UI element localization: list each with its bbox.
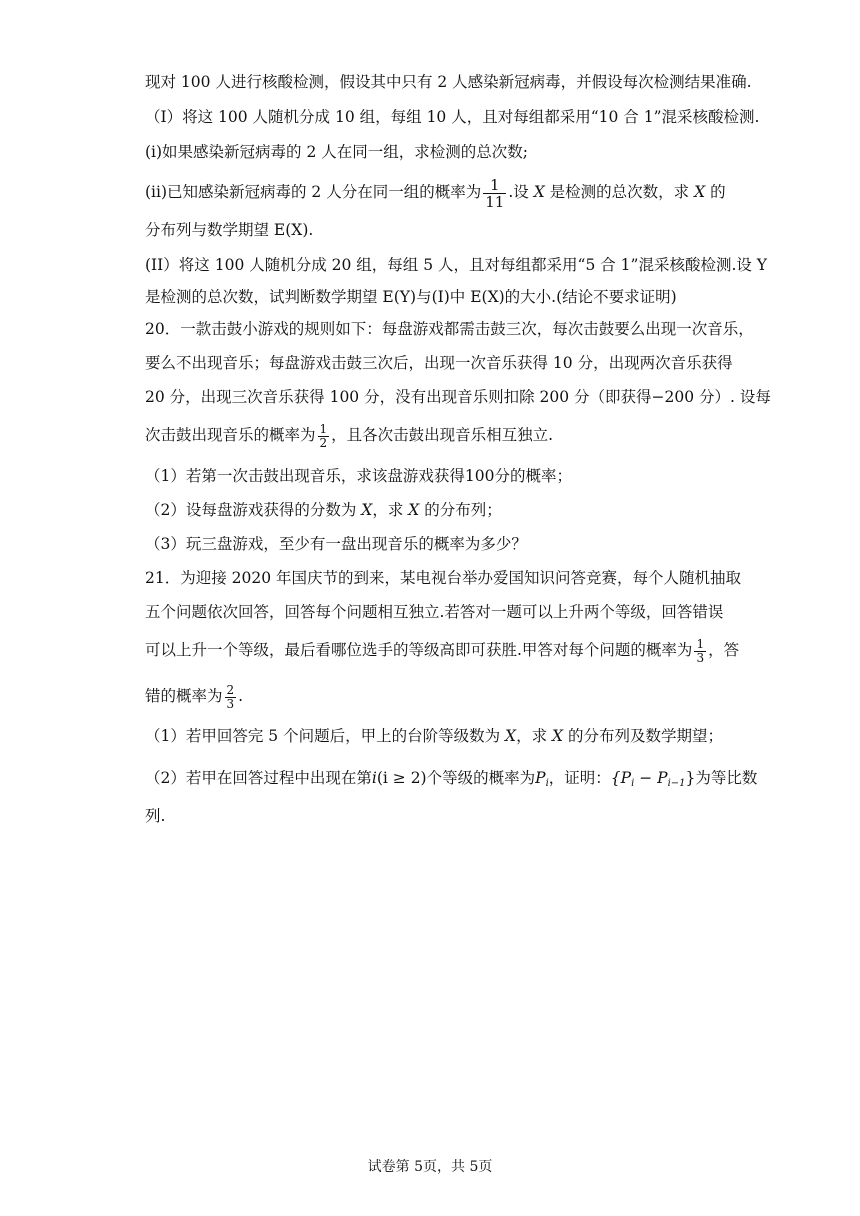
page-footer: 试卷第 5页，共 5页: [367, 1159, 493, 1175]
math-variable: X: [361, 501, 373, 519]
fraction-denominator: 3: [696, 650, 705, 665]
fraction: [225, 684, 237, 711]
text-segment: 错的概率为: [145, 687, 223, 705]
fraction-numerator: 1: [696, 636, 705, 651]
text-line: 21．为迎接 2020 年国庆节的到来，某电视台举办爱国知识问答竞赛，每个人随机抽取: [145, 569, 742, 587]
text-segment: .: [238, 687, 244, 705]
math-variable: X: [408, 501, 420, 519]
math-variable: X: [533, 183, 545, 201]
text-segment: 的: [705, 183, 726, 201]
fraction-denominator: 3: [226, 696, 235, 711]
text-segment: ，求: [516, 727, 552, 745]
text-line: （I）将这 100 人随机分成 10 组，每组 10 人，且对每组都采用“10 合 1”混采核酸检测.: [145, 108, 760, 126]
math-expression: {P: [610, 769, 632, 787]
text-line: 要么不出现音乐；每盘游戏击鼓三次后，出现一次音乐获得 10 分，出现两次音乐获得: [145, 354, 733, 372]
text-line: [145, 725, 723, 747]
text-line: [145, 420, 720, 450]
text-line: [145, 175, 726, 211]
text-line: [145, 767, 758, 795]
text-line: [145, 632, 740, 668]
text-segment: ，且各次击鼓出现音乐相互独立.: [331, 426, 554, 444]
text-line: 分布列与数学期望 E(X).: [145, 221, 314, 239]
text-line: （3）玩三盘游戏，至少有一盘出现音乐的概率为多少？: [145, 535, 527, 553]
text-segment: (ii)已知感染新冠病毒的 2 人分在同一组的概率为: [145, 183, 482, 201]
fraction: [694, 638, 706, 665]
text-line: [145, 499, 720, 521]
text-segment: ，求: [372, 501, 409, 519]
text-segment: 是检测的总次数，求: [544, 183, 695, 201]
math-subscript: i: [545, 778, 549, 789]
text-segment: 可以上升一个等级，最后看哪位选手的等级高即可获胜.甲答对每个问题的概率为: [145, 641, 693, 659]
math-subscript: i: [631, 778, 635, 789]
text-segment: （2）若甲在回答过程中出现在第: [145, 769, 372, 787]
text-line: 20．一款击鼓小游戏的规则如下：每盘游戏都需击鼓三次，每次击鼓要么出现一次音乐，: [145, 320, 754, 338]
text-segment: （2）设每盘游戏获得的分数为: [145, 501, 362, 519]
text-segment: ，答: [708, 641, 740, 659]
text-segment: ，证明：: [548, 769, 611, 787]
fraction: [483, 177, 506, 210]
text-line: (i)如果感染新冠病毒的 2 人在同一组，求检测的总次数;: [145, 143, 528, 161]
math-subscript: i−1: [667, 778, 686, 789]
math-variable: X: [694, 183, 706, 201]
text-segment: 的分布列及数学期望；: [563, 727, 723, 745]
math-variable: X: [505, 727, 517, 745]
text-line: 五个问题依次回答，回答每个问题相互独立.若答对一题可以上升两个等级，回答错误: [145, 603, 724, 621]
fraction-numerator: 2: [226, 682, 235, 697]
text-line: 是检测的总次数，试判断数学期望 E(Y)与(I)中 E(X)的大小.(结论不要求证明): [145, 288, 677, 306]
math-expression: }: [685, 769, 696, 787]
text-line: （1）若第一次击鼓出现音乐，求该盘游戏获得100分的概率；: [145, 467, 572, 485]
fraction-denominator: 2: [319, 435, 328, 450]
text-line: [145, 679, 720, 713]
text-line: (II）将这 100 人随机分成 20 组，每组 5 人，且对每组都采用“5 合 1”混采核酸检测.设 Y: [145, 256, 768, 274]
text-segment: （1）若甲回答完 5 个问题后，甲上的台阶等级数为: [145, 727, 506, 745]
text-line: 20 分，出现三次音乐获得 100 分，没有出现音乐则扣除 200 分（即获得−200 分）. 设每: [145, 388, 771, 406]
math-expression: − P: [634, 769, 668, 787]
math-variable: X: [552, 727, 564, 745]
fraction-denominator: 11: [485, 192, 505, 211]
text-line: 列.: [145, 807, 166, 825]
text-segment: .设: [508, 183, 534, 201]
text-segment: 的分布列；: [419, 501, 502, 519]
math-variable: i: [371, 769, 377, 787]
math-variable: P: [535, 769, 546, 787]
text-line: 现对 100 人进行核酸检测，假设其中只有 2 人感染新冠病毒，并假设每次检测结果准确.: [145, 73, 752, 91]
fraction-numerator: 1: [319, 421, 328, 436]
text-segment: 个等级的概率为: [426, 769, 536, 787]
text-segment: 为等比数: [695, 769, 758, 787]
text-segment: 次击鼓出现音乐的概率为: [145, 426, 316, 444]
math-expression: (i ≥ 2): [376, 769, 427, 787]
fraction: [318, 423, 330, 450]
fraction-numerator: 1: [483, 177, 506, 194]
